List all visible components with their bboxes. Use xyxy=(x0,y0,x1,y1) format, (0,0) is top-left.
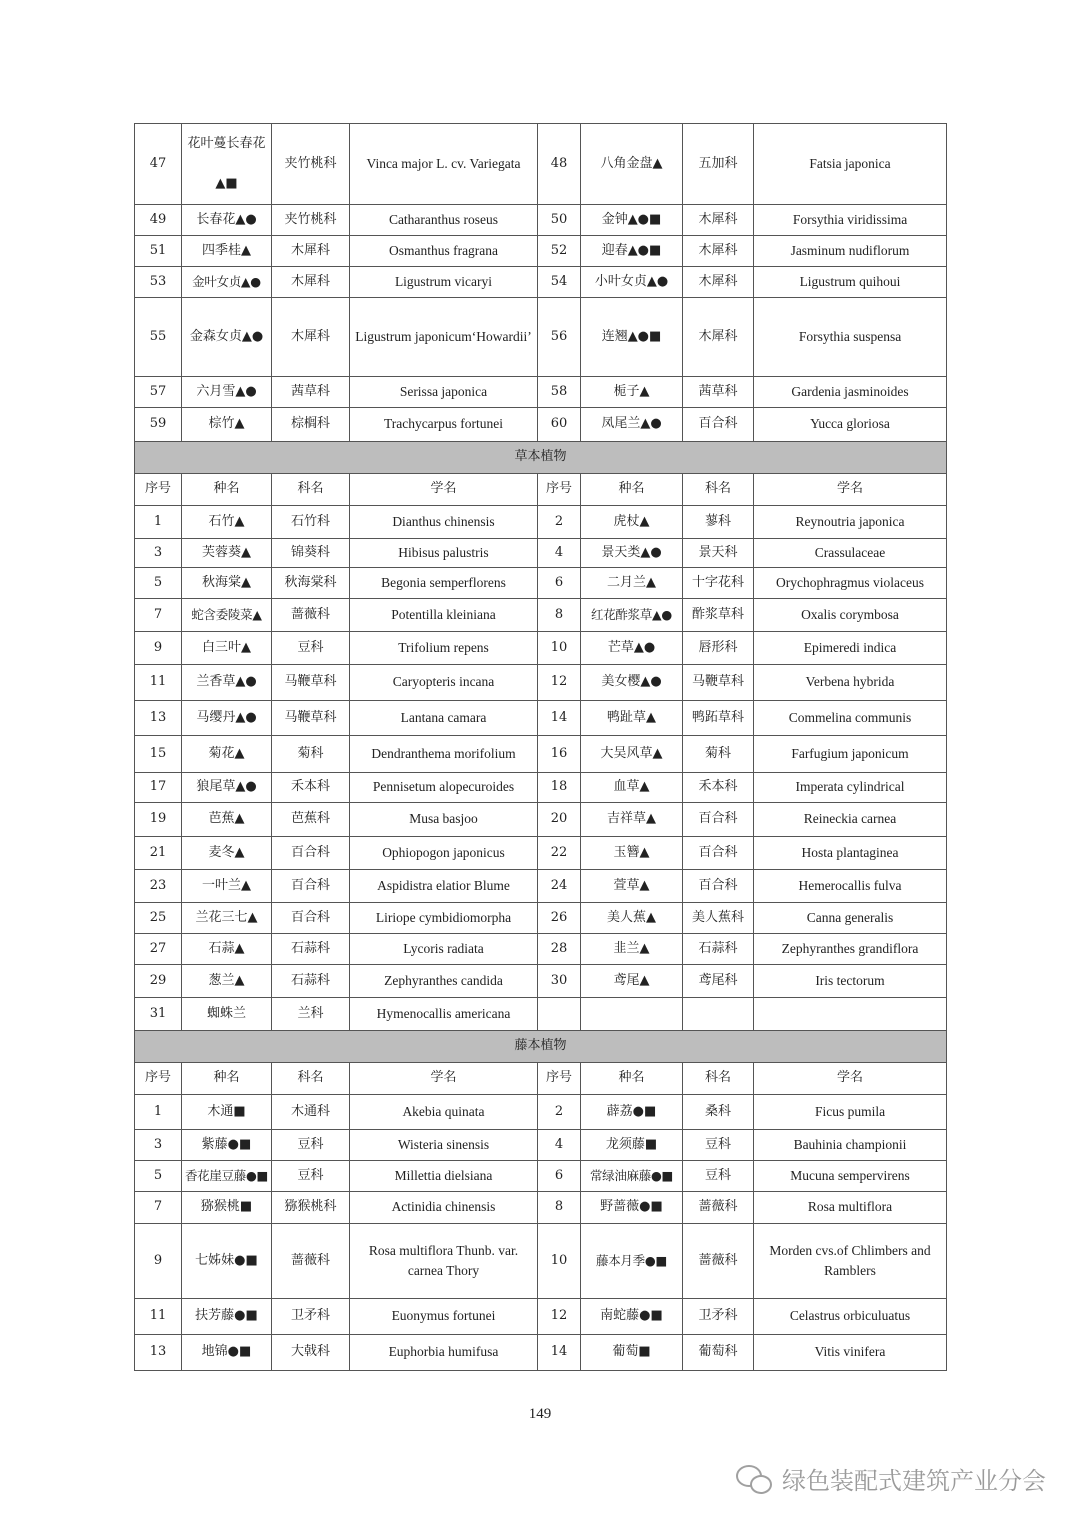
herb-family-cell: 美人蕉科 xyxy=(683,903,754,934)
herb-family-cell: 石竹科 xyxy=(272,506,350,539)
plant-species-table xyxy=(134,123,947,1371)
vine-species-cell: 葡萄■ xyxy=(581,1335,683,1371)
herb-scientific-name-cell: Pennisetum alopecuroides xyxy=(350,773,538,803)
herb-species-cell: 虎杖▲ xyxy=(581,506,683,539)
herb-scientific-name-cell: Potentilla kleiniana xyxy=(350,599,538,632)
shrub-seq-cell: 52 xyxy=(538,236,581,267)
herb-species-cell: 韭兰▲ xyxy=(581,934,683,965)
herb-family-cell: 马鞭草科 xyxy=(683,665,754,701)
herb-family-cell: 菊科 xyxy=(272,736,350,773)
shrub-family-cell: 木犀科 xyxy=(272,267,350,298)
vine-row xyxy=(135,1130,947,1161)
shrub-seq-cell: 47 xyxy=(135,124,182,205)
vine-seq-cell: 14 xyxy=(538,1335,581,1371)
shrub-species-cell: 四季桂▲ xyxy=(182,236,272,267)
herb-seq-cell xyxy=(538,998,581,1031)
herb-species-cell: 蛇含委陵菜▲ xyxy=(182,599,272,632)
herb-seq-cell: 20 xyxy=(538,803,581,837)
shrub-row xyxy=(135,408,947,442)
herb-family-cell: 蓼科 xyxy=(683,506,754,539)
vine-family-cell: 桑科 xyxy=(683,1095,754,1130)
vine-family-cell: 大戟科 xyxy=(272,1335,350,1371)
vine-seq-cell: 3 xyxy=(135,1130,182,1161)
herb-scientific-name-cell: Aspidistra elatior Blume xyxy=(350,870,538,903)
herb-family-cell: 秋海棠科 xyxy=(272,568,350,599)
vine-header-scientific-name: 学名 xyxy=(350,1063,538,1095)
shrub-scientific-name-cell: Serissa japonica xyxy=(350,377,538,408)
herb-species-cell: 芙蓉葵▲ xyxy=(182,539,272,568)
vine-scientific-name-cell: Millettia dielsiana xyxy=(350,1161,538,1192)
herb-seq-cell: 28 xyxy=(538,934,581,965)
shrub-species-cell: 栀子▲ xyxy=(581,377,683,408)
shrub-species-cell: 连翘▲●■ xyxy=(581,298,683,377)
vine-family-cell: 豆科 xyxy=(272,1130,350,1161)
vine-seq-cell: 2 xyxy=(538,1095,581,1130)
herb-species-cell: 石蒜▲ xyxy=(182,934,272,965)
shrub-species-cell: 八角金盘▲ xyxy=(581,124,683,205)
herb-scientific-name-cell: Begonia semperflorens xyxy=(350,568,538,599)
shrub-species-cell: 长春花▲● xyxy=(182,205,272,236)
vine-scientific-name-cell: Mucuna sempervirens xyxy=(754,1161,947,1192)
herb-scientific-name-cell: Hemerocallis fulva xyxy=(754,870,947,903)
herb-seq-cell: 11 xyxy=(135,665,182,701)
herb-family-cell: 禾本科 xyxy=(683,773,754,803)
herb-scientific-name-cell: Canna generalis xyxy=(754,903,947,934)
vine-species-cell: 龙须藤■ xyxy=(581,1130,683,1161)
herb-species-cell: 鸢尾▲ xyxy=(581,965,683,998)
herb-seq-cell: 21 xyxy=(135,837,182,870)
shrub-row xyxy=(135,205,947,236)
vine-scientific-name-cell: Morden cvs.of Chlimbers and Ramblers xyxy=(754,1224,947,1299)
vine-seq-cell: 8 xyxy=(538,1192,581,1224)
shrub-scientific-name-cell: Ligustrum quihoui xyxy=(754,267,947,298)
herb-seq-cell: 1 xyxy=(135,506,182,539)
herb-scientific-name-cell: Caryopteris incana xyxy=(350,665,538,701)
vine-scientific-name-cell: Euphorbia humifusa xyxy=(350,1335,538,1371)
herb-family-cell: 禾本科 xyxy=(272,773,350,803)
shrub-scientific-name-cell: Trachycarpus fortunei xyxy=(350,408,538,442)
shrub-scientific-name-cell: Jasminum nudiflorum xyxy=(754,236,947,267)
herb-family-cell: 百合科 xyxy=(683,870,754,903)
vine-species-cell: 野蔷薇●■ xyxy=(581,1192,683,1224)
herb-seq-cell: 4 xyxy=(538,539,581,568)
vine-scientific-name-cell: Wisteria sinensis xyxy=(350,1130,538,1161)
herb-row xyxy=(135,701,947,736)
shrub-row xyxy=(135,298,947,377)
vine-species-cell: 香花崖豆藤●■ xyxy=(182,1161,272,1192)
herb-header-species: 种名 xyxy=(581,474,683,506)
vine-row xyxy=(135,1224,947,1299)
herb-header-family: 科名 xyxy=(272,474,350,506)
herb-scientific-name-cell: Lycoris radiata xyxy=(350,934,538,965)
herb-scientific-name-cell: Verbena hybrida xyxy=(754,665,947,701)
herb-family-cell: 百合科 xyxy=(683,837,754,870)
herb-seq-cell: 31 xyxy=(135,998,182,1031)
vine-species-cell: 紫藤●■ xyxy=(182,1130,272,1161)
herb-species-cell: 葱兰▲ xyxy=(182,965,272,998)
shrub-scientific-name-cell: Yucca gloriosa xyxy=(754,408,947,442)
vine-scientific-name-cell: Rosa multiflora xyxy=(754,1192,947,1224)
herb-species-cell: 秋海棠▲ xyxy=(182,568,272,599)
shrub-family-cell: 木犀科 xyxy=(683,236,754,267)
herb-section-header xyxy=(135,442,947,474)
herb-scientific-name-cell: Reineckia carnea xyxy=(754,803,947,837)
herb-family-cell: 石蒜科 xyxy=(272,934,350,965)
herb-species-cell: 兰花三七▲ xyxy=(182,903,272,934)
herb-species-cell: 兰香草▲● xyxy=(182,665,272,701)
vine-family-cell: 卫矛科 xyxy=(683,1299,754,1335)
vine-seq-cell: 12 xyxy=(538,1299,581,1335)
vine-species-cell: 扶芳藤●■ xyxy=(182,1299,272,1335)
shrub-scientific-name-cell: Forsythia viridissima xyxy=(754,205,947,236)
herb-seq-cell: 14 xyxy=(538,701,581,736)
herb-species-cell: 一叶兰▲ xyxy=(182,870,272,903)
vine-row xyxy=(135,1095,947,1130)
herb-species-cell: 麦冬▲ xyxy=(182,837,272,870)
herb-seq-cell: 8 xyxy=(538,599,581,632)
herb-header-seq: 序号 xyxy=(135,474,182,506)
herb-scientific-name-cell: Hibisus palustris xyxy=(350,539,538,568)
shrub-seq-cell: 53 xyxy=(135,267,182,298)
herb-header-scientific-name: 学名 xyxy=(754,474,947,506)
herb-family-cell: 蔷薇科 xyxy=(272,599,350,632)
shrub-seq-cell: 51 xyxy=(135,236,182,267)
herb-seq-cell: 7 xyxy=(135,599,182,632)
herb-seq-cell: 22 xyxy=(538,837,581,870)
herb-scientific-name-cell: Hosta plantaginea xyxy=(754,837,947,870)
herb-row xyxy=(135,870,947,903)
vine-family-cell: 猕猴桃科 xyxy=(272,1192,350,1224)
vine-column-headers xyxy=(135,1063,947,1095)
herb-seq-cell: 12 xyxy=(538,665,581,701)
herb-seq-cell: 24 xyxy=(538,870,581,903)
shrub-species-cell: 小叶女贞▲● xyxy=(581,267,683,298)
herb-family-cell: 马鞭草科 xyxy=(272,665,350,701)
shrub-seq-cell: 59 xyxy=(135,408,182,442)
herb-scientific-name-cell: Crassulaceae xyxy=(754,539,947,568)
vine-seq-cell: 7 xyxy=(135,1192,182,1224)
herb-seq-cell: 15 xyxy=(135,736,182,773)
shrub-family-cell: 木犀科 xyxy=(272,236,350,267)
herb-row xyxy=(135,903,947,934)
vine-seq-cell: 13 xyxy=(135,1335,182,1371)
shrub-species-cell: 六月雪▲● xyxy=(182,377,272,408)
vine-seq-cell: 9 xyxy=(135,1224,182,1299)
vine-seq-cell: 11 xyxy=(135,1299,182,1335)
watermark-text: 绿色装配式建筑产业分会 xyxy=(782,1466,1046,1495)
vine-scientific-name-cell: Vitis vinifera xyxy=(754,1335,947,1371)
vine-species-cell: 南蛇藤●■ xyxy=(581,1299,683,1335)
herb-row xyxy=(135,803,947,837)
vine-scientific-name-cell: Akebia quinata xyxy=(350,1095,538,1130)
vine-family-cell: 豆科 xyxy=(272,1161,350,1192)
herb-seq-cell: 29 xyxy=(135,965,182,998)
shrub-species-cell: 花叶蔓长春花▲■ xyxy=(182,124,272,205)
herb-scientific-name-cell: Lantana camara xyxy=(350,701,538,736)
shrub-row xyxy=(135,267,947,298)
vine-row xyxy=(135,1192,947,1224)
herb-seq-cell: 2 xyxy=(538,506,581,539)
herb-seq-cell: 25 xyxy=(135,903,182,934)
herb-scientific-name-cell: Hymenocallis americana xyxy=(350,998,538,1031)
herb-scientific-name-cell: Oxalis corymbosa xyxy=(754,599,947,632)
herb-header-family: 科名 xyxy=(683,474,754,506)
herb-row xyxy=(135,599,947,632)
herb-scientific-name-cell: Iris tectorum xyxy=(754,965,947,998)
herb-seq-cell: 5 xyxy=(135,568,182,599)
herb-row xyxy=(135,665,947,701)
herb-family-cell: 芭蕉科 xyxy=(272,803,350,837)
herb-species-cell: 石竹▲ xyxy=(182,506,272,539)
herb-species-cell: 萱草▲ xyxy=(581,870,683,903)
herb-header-scientific-name: 学名 xyxy=(350,474,538,506)
herb-family-cell: 锦葵科 xyxy=(272,539,350,568)
vine-header-seq: 序号 xyxy=(538,1063,581,1095)
vine-family-cell: 蔷薇科 xyxy=(272,1224,350,1299)
shrub-family-cell: 茜草科 xyxy=(683,377,754,408)
herb-row xyxy=(135,736,947,773)
herb-species-cell: 蜘蛛兰 xyxy=(182,998,272,1031)
shrub-scientific-name-cell: Forsythia suspensa xyxy=(754,298,947,377)
herb-section-title: 草本植物 xyxy=(135,442,947,474)
vine-family-cell: 葡萄科 xyxy=(683,1335,754,1371)
shrub-scientific-name-cell: Gardenia jasminoides xyxy=(754,377,947,408)
vine-header-species: 种名 xyxy=(581,1063,683,1095)
herb-family-cell: 酢浆草科 xyxy=(683,599,754,632)
shrub-family-cell: 木犀科 xyxy=(683,267,754,298)
herb-family-cell: 鸭跖草科 xyxy=(683,701,754,736)
vine-header-family: 科名 xyxy=(683,1063,754,1095)
herb-row xyxy=(135,965,947,998)
shrub-family-cell: 木犀科 xyxy=(683,205,754,236)
shrub-row xyxy=(135,377,947,408)
herb-family-cell: 百合科 xyxy=(272,903,350,934)
herb-species-cell: 狼尾草▲● xyxy=(182,773,272,803)
vine-family-cell: 豆科 xyxy=(683,1130,754,1161)
herb-seq-cell: 9 xyxy=(135,632,182,665)
vine-scientific-name-cell: Bauhinia championii xyxy=(754,1130,947,1161)
herb-seq-cell: 13 xyxy=(135,701,182,736)
herb-species-cell xyxy=(581,998,683,1031)
herb-family-cell: 石蒜科 xyxy=(272,965,350,998)
herb-seq-cell: 16 xyxy=(538,736,581,773)
shrub-seq-cell: 60 xyxy=(538,408,581,442)
vine-seq-cell: 5 xyxy=(135,1161,182,1192)
shrub-seq-cell: 56 xyxy=(538,298,581,377)
herb-seq-cell: 10 xyxy=(538,632,581,665)
herb-row xyxy=(135,568,947,599)
shrub-family-cell: 百合科 xyxy=(683,408,754,442)
herb-seq-cell: 23 xyxy=(135,870,182,903)
herb-header-species: 种名 xyxy=(182,474,272,506)
vine-seq-cell: 4 xyxy=(538,1130,581,1161)
herb-species-cell: 血草▲ xyxy=(581,773,683,803)
vine-species-cell: 地锦●■ xyxy=(182,1335,272,1371)
herb-scientific-name-cell: Orychophragmus violaceus xyxy=(754,568,947,599)
vine-scientific-name-cell: Euonymus fortunei xyxy=(350,1299,538,1335)
herb-family-cell: 菊科 xyxy=(683,736,754,773)
shrub-seq-cell: 58 xyxy=(538,377,581,408)
vine-row xyxy=(135,1299,947,1335)
shrub-scientific-name-cell: Vinca major L. cv. Variegata xyxy=(350,124,538,205)
herb-scientific-name-cell: Farfugium japonicum xyxy=(754,736,947,773)
vine-species-cell: 猕猴桃■ xyxy=(182,1192,272,1224)
herb-scientific-name-cell: Epimeredi indica xyxy=(754,632,947,665)
shrub-row xyxy=(135,236,947,267)
herb-seq-cell: 26 xyxy=(538,903,581,934)
shrub-seq-cell: 54 xyxy=(538,267,581,298)
herb-scientific-name-cell: Dianthus chinensis xyxy=(350,506,538,539)
herb-family-cell: 唇形科 xyxy=(683,632,754,665)
herb-species-cell: 马缨丹▲● xyxy=(182,701,272,736)
herb-family-cell: 百合科 xyxy=(272,837,350,870)
herb-seq-cell: 6 xyxy=(538,568,581,599)
herb-species-cell: 玉簪▲ xyxy=(581,837,683,870)
herb-species-cell: 鸭趾草▲ xyxy=(581,701,683,736)
herb-row xyxy=(135,632,947,665)
shrub-scientific-name-cell: Ligustrum japonicum‘Howardii’ xyxy=(350,298,538,377)
herb-family-cell: 鸢尾科 xyxy=(683,965,754,998)
shrub-species-cell: 凤尾兰▲● xyxy=(581,408,683,442)
shrub-seq-cell: 49 xyxy=(135,205,182,236)
herb-species-cell: 白三叶▲ xyxy=(182,632,272,665)
herb-header-seq: 序号 xyxy=(538,474,581,506)
vine-seq-cell: 10 xyxy=(538,1224,581,1299)
shrub-family-cell: 夹竹桃科 xyxy=(272,124,350,205)
herb-species-cell: 美女樱▲● xyxy=(581,665,683,701)
shrub-scientific-name-cell: Fatsia japonica xyxy=(754,124,947,205)
shrub-species-cell: 金森女贞▲● xyxy=(182,298,272,377)
shrub-family-cell: 棕榈科 xyxy=(272,408,350,442)
herb-row xyxy=(135,539,947,568)
herb-seq-cell: 18 xyxy=(538,773,581,803)
vine-section-title: 藤本植物 xyxy=(135,1031,947,1063)
herb-row xyxy=(135,773,947,803)
herb-scientific-name-cell: Zephyranthes grandiflora xyxy=(754,934,947,965)
herb-family-cell: 马鞭草科 xyxy=(272,701,350,736)
vine-family-cell: 豆科 xyxy=(683,1161,754,1192)
shrub-seq-cell: 50 xyxy=(538,205,581,236)
herb-species-cell: 芒草▲● xyxy=(581,632,683,665)
shrub-family-cell: 茜草科 xyxy=(272,377,350,408)
shrub-seq-cell: 57 xyxy=(135,377,182,408)
herb-species-cell: 二月兰▲ xyxy=(581,568,683,599)
herb-seq-cell: 17 xyxy=(135,773,182,803)
vine-species-cell: 木通■ xyxy=(182,1095,272,1130)
shrub-family-cell: 木犀科 xyxy=(272,298,350,377)
herb-family-cell: 景天科 xyxy=(683,539,754,568)
vine-species-cell: 薜荔●■ xyxy=(581,1095,683,1130)
herb-species-cell: 菊花▲ xyxy=(182,736,272,773)
herb-scientific-name-cell: Zephyranthes candida xyxy=(350,965,538,998)
shrub-species-cell: 迎春▲●■ xyxy=(581,236,683,267)
herb-family-cell: 百合科 xyxy=(272,870,350,903)
vine-row xyxy=(135,1161,947,1192)
shrub-scientific-name-cell: Osmanthus fragrana xyxy=(350,236,538,267)
wechat-icon xyxy=(736,1463,774,1493)
vine-header-family: 科名 xyxy=(272,1063,350,1095)
watermark xyxy=(736,1458,1046,1498)
herb-family-cell: 豆科 xyxy=(272,632,350,665)
vine-scientific-name-cell: Celastrus orbiculuatus xyxy=(754,1299,947,1335)
herb-seq-cell: 3 xyxy=(135,539,182,568)
vine-header-scientific-name: 学名 xyxy=(754,1063,947,1095)
herb-scientific-name-cell: Ophiopogon japonicus xyxy=(350,837,538,870)
vine-scientific-name-cell: Ficus pumila xyxy=(754,1095,947,1130)
vine-species-cell: 藤本月季●■ xyxy=(581,1224,683,1299)
vine-section-header xyxy=(135,1031,947,1063)
vine-header-species: 种名 xyxy=(182,1063,272,1095)
shrub-family-cell: 五加科 xyxy=(683,124,754,205)
herb-scientific-name-cell: Liriope cymbidiomorpha xyxy=(350,903,538,934)
shrub-family-cell: 木犀科 xyxy=(683,298,754,377)
vine-family-cell: 木通科 xyxy=(272,1095,350,1130)
shrub-family-cell: 夹竹桃科 xyxy=(272,205,350,236)
vine-scientific-name-cell: Actinidia chinensis xyxy=(350,1192,538,1224)
herb-seq-cell: 27 xyxy=(135,934,182,965)
herb-species-cell: 吉祥草▲ xyxy=(581,803,683,837)
herb-row xyxy=(135,506,947,539)
vine-family-cell: 蔷薇科 xyxy=(683,1224,754,1299)
vine-scientific-name-cell: Rosa multiflora Thunb. var. carnea Thory xyxy=(350,1224,538,1299)
vine-species-cell: 常绿油麻藤●■ xyxy=(581,1161,683,1192)
herb-scientific-name-cell: Commelina communis xyxy=(754,701,947,736)
vine-species-cell: 七姊妹●■ xyxy=(182,1224,272,1299)
shrub-scientific-name-cell: Ligustrum vicaryi xyxy=(350,267,538,298)
shrub-species-cell: 棕竹▲ xyxy=(182,408,272,442)
shrub-row xyxy=(135,124,947,205)
herb-scientific-name-cell: Imperata cylindrical xyxy=(754,773,947,803)
vine-header-seq: 序号 xyxy=(135,1063,182,1095)
herb-column-headers xyxy=(135,474,947,506)
vine-seq-cell: 6 xyxy=(538,1161,581,1192)
vine-row xyxy=(135,1335,947,1371)
herb-row xyxy=(135,934,947,965)
herb-species-cell: 芭蕉▲ xyxy=(182,803,272,837)
herb-scientific-name-cell: Dendranthema morifolium xyxy=(350,736,538,773)
herb-scientific-name-cell: Reynoutria japonica xyxy=(754,506,947,539)
herb-family-cell: 石蒜科 xyxy=(683,934,754,965)
herb-seq-cell: 30 xyxy=(538,965,581,998)
herb-species-cell: 美人蕉▲ xyxy=(581,903,683,934)
herb-scientific-name-cell: Musa basjoo xyxy=(350,803,538,837)
herb-scientific-name-cell xyxy=(754,998,947,1031)
herb-family-cell: 兰科 xyxy=(272,998,350,1031)
herb-family-cell xyxy=(683,998,754,1031)
shrub-seq-cell: 48 xyxy=(538,124,581,205)
shrub-species-cell: 金钟▲●■ xyxy=(581,205,683,236)
herb-row xyxy=(135,998,947,1031)
herb-species-cell: 大吴风草▲ xyxy=(581,736,683,773)
vine-family-cell: 卫矛科 xyxy=(272,1299,350,1335)
page-number: 149 xyxy=(528,1406,552,1422)
herb-family-cell: 百合科 xyxy=(683,803,754,837)
herb-row xyxy=(135,837,947,870)
herb-family-cell: 十字花科 xyxy=(683,568,754,599)
shrub-seq-cell: 55 xyxy=(135,298,182,377)
vine-family-cell: 蔷薇科 xyxy=(683,1192,754,1224)
herb-scientific-name-cell: Trifolium repens xyxy=(350,632,538,665)
herb-species-cell: 景天类▲● xyxy=(581,539,683,568)
shrub-species-cell: 金叶女贞▲● xyxy=(182,267,272,298)
herb-seq-cell: 19 xyxy=(135,803,182,837)
vine-seq-cell: 1 xyxy=(135,1095,182,1130)
herb-species-cell: 红花酢浆草▲● xyxy=(581,599,683,632)
shrub-scientific-name-cell: Catharanthus roseus xyxy=(350,205,538,236)
